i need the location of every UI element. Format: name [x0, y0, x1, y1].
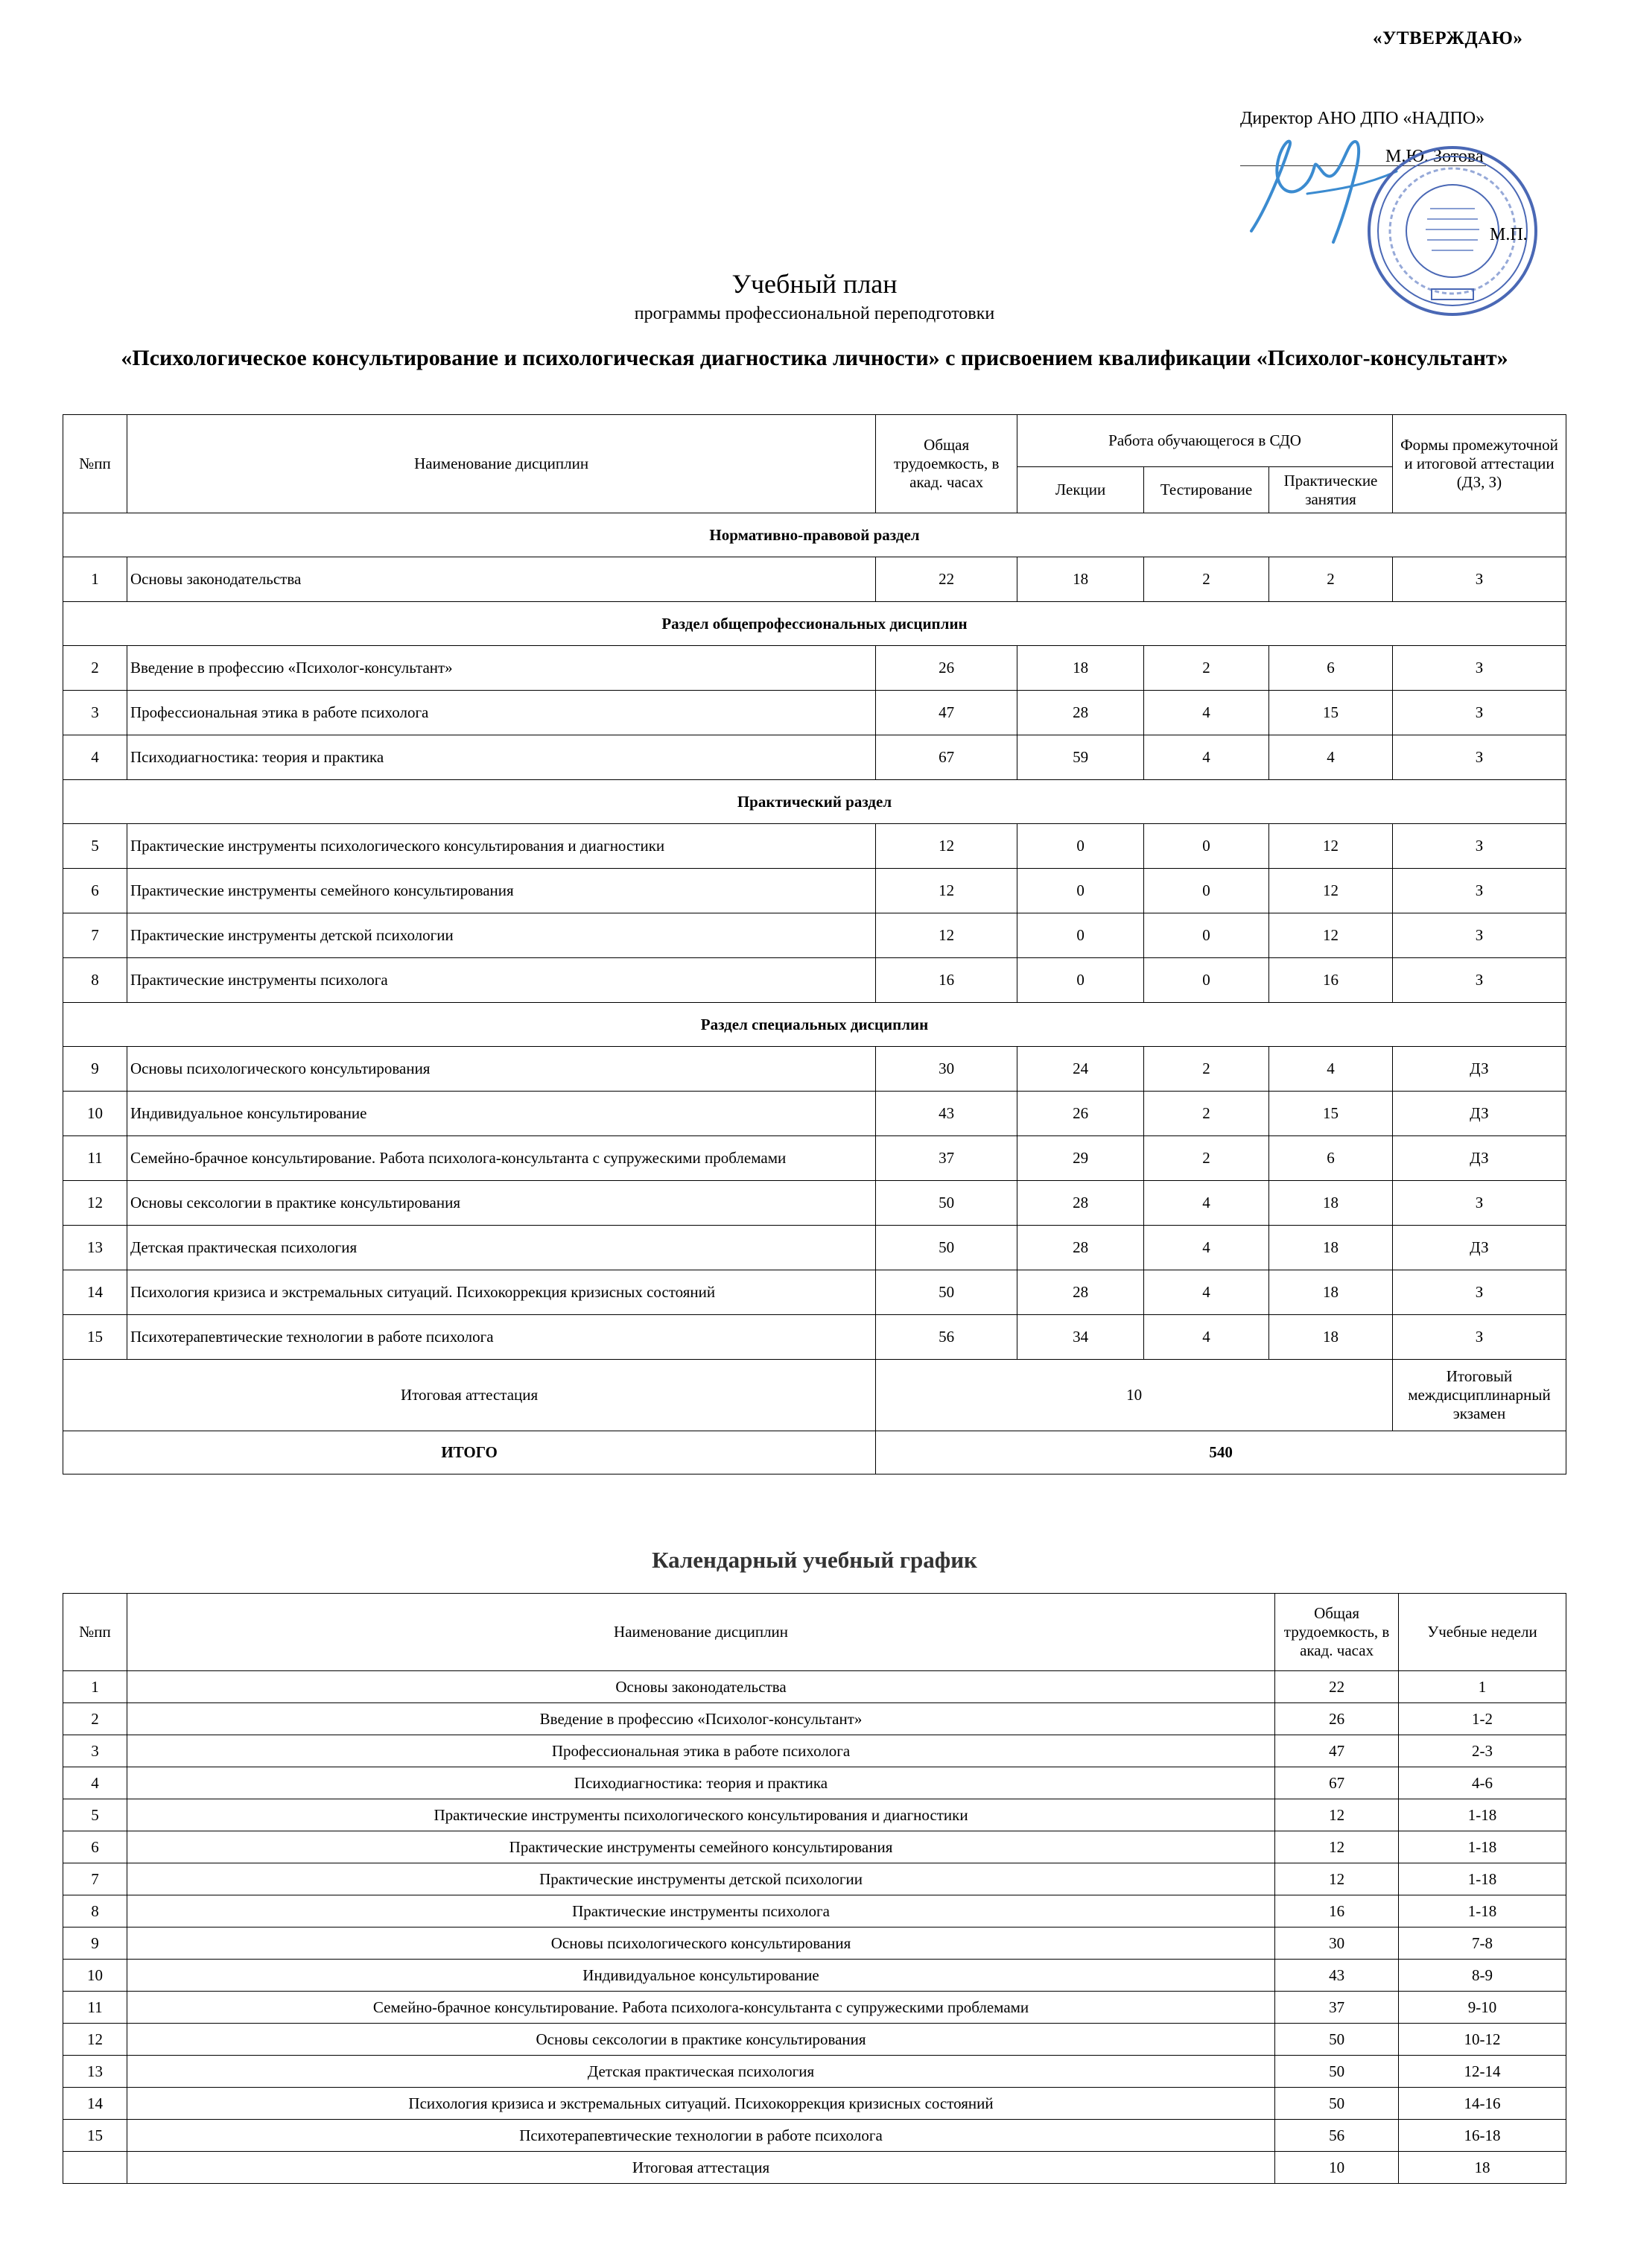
cal-discipline-name: Практические инструменты психологического консультирования и диагностики [127, 1799, 1274, 1831]
cal-weeks: 1 [1399, 1671, 1566, 1703]
cal-discipline-name: Психотерапевтические технологии в работе психолога [127, 2120, 1274, 2152]
row-num: 6 [63, 869, 127, 913]
header-name: Наименование дисциплин [127, 415, 875, 513]
cal-row-num: 14 [63, 2088, 127, 2120]
row-num: 10 [63, 1092, 127, 1136]
testing-hours: 4 [1144, 691, 1269, 735]
calendar-title: Календарный учебный график [652, 1547, 977, 1573]
curriculum-table [63, 414, 1566, 1474]
attestation-form: ДЗ [1392, 1047, 1566, 1092]
cal-discipline-name: Практические инструменты детской психологии [127, 1863, 1274, 1895]
attestation-form: ДЗ [1392, 1092, 1566, 1136]
cal-total-hours: 43 [1275, 1960, 1399, 1992]
total-hours: 12 [876, 824, 1017, 869]
attestation-form: З [1392, 1270, 1566, 1315]
row-num: 7 [63, 913, 127, 958]
cal-discipline-name: Основы психологического консультирования [127, 1928, 1274, 1960]
cal-row-num: 9 [63, 1928, 127, 1960]
cal-total-hours: 37 [1275, 1992, 1399, 2024]
testing-hours: 2 [1144, 646, 1269, 691]
table-row [63, 1092, 1566, 1136]
row-num: 5 [63, 824, 127, 869]
row-num: 4 [63, 735, 127, 780]
cal-total-hours: 50 [1275, 2024, 1399, 2056]
calendar-row [63, 1992, 1566, 2024]
cal-weeks: 12-14 [1399, 2056, 1566, 2088]
discipline-name: Основы психологического консультирования [127, 1047, 875, 1092]
cal-discipline-name: Практические инструменты психолога [127, 1895, 1274, 1928]
discipline-name: Профессиональная этика в работе психолога [127, 691, 875, 735]
discipline-name: Психодиагностика: теория и практика [127, 735, 875, 780]
cal-header-weeks: Учебные недели [1399, 1594, 1566, 1671]
cal-total-hours: 12 [1275, 1831, 1399, 1863]
table-row [63, 1047, 1566, 1092]
lecture-hours: 18 [1017, 557, 1144, 602]
total-hours: 26 [876, 646, 1017, 691]
section-title: Нормативно-правовой раздел [63, 513, 1566, 557]
calendar-row [63, 1799, 1566, 1831]
lecture-hours: 28 [1017, 691, 1144, 735]
table-row [63, 1226, 1566, 1270]
cal-weeks: 7-8 [1399, 1928, 1566, 1960]
total-row [63, 1431, 1566, 1474]
attestation-form: З [1392, 958, 1566, 1003]
cal-row-num: 15 [63, 2120, 127, 2152]
lecture-hours: 28 [1017, 1226, 1144, 1270]
cal-row-num: 2 [63, 1703, 127, 1735]
discipline-name: Практические инструменты психолога [127, 958, 875, 1003]
calendar-row [63, 1895, 1566, 1928]
calendar-row [63, 2152, 1566, 2184]
cal-total-hours: 12 [1275, 1799, 1399, 1831]
practice-hours: 15 [1269, 691, 1393, 735]
cal-total-hours: 26 [1275, 1703, 1399, 1735]
section-row [63, 602, 1566, 646]
row-num: 15 [63, 1315, 127, 1360]
calendar-table [63, 1593, 1566, 2184]
row-num: 1 [63, 557, 127, 602]
calendar-row [63, 2120, 1566, 2152]
final-attestation-hours: 10 [876, 1360, 1393, 1431]
total-hours: 37 [876, 1136, 1017, 1181]
table-row [63, 691, 1566, 735]
calendar-row [63, 2024, 1566, 2056]
header-num: №пп [63, 415, 127, 513]
cal-weeks: 14-16 [1399, 2088, 1566, 2120]
cal-discipline-name: Психология кризиса и экстремальных ситуаций. Психокоррекция кризисных состояний [127, 2088, 1274, 2120]
cal-row-num: 10 [63, 1960, 127, 1992]
cal-weeks: 1-18 [1399, 1895, 1566, 1928]
cal-discipline-name: Основы законодательства [127, 1671, 1274, 1703]
cal-total-hours: 47 [1275, 1735, 1399, 1767]
attestation-form: З [1392, 691, 1566, 735]
row-num: 13 [63, 1226, 127, 1270]
header-work: Работа обучающегося в СДО [1017, 415, 1393, 467]
testing-hours: 4 [1144, 1226, 1269, 1270]
table-row [63, 1136, 1566, 1181]
section-row [63, 1003, 1566, 1047]
cal-row-num [63, 2152, 127, 2184]
table-row [63, 824, 1566, 869]
discipline-name: Практические инструменты семейного консультирования [127, 869, 875, 913]
total-hours: 43 [876, 1092, 1017, 1136]
calendar-row [63, 1735, 1566, 1767]
total-hours: 67 [876, 735, 1017, 780]
table-row [63, 646, 1566, 691]
attestation-form: ДЗ [1392, 1226, 1566, 1270]
table-row [63, 869, 1566, 913]
cal-weeks: 1-2 [1399, 1703, 1566, 1735]
practice-hours: 18 [1269, 1270, 1393, 1315]
practice-hours: 6 [1269, 1136, 1393, 1181]
final-attestation-form: Итоговый междисциплинарный экзамен [1392, 1360, 1566, 1431]
testing-hours: 4 [1144, 1270, 1269, 1315]
cal-header-num: №пп [63, 1594, 127, 1671]
approval-heading: «УТВЕРЖДАЮ» [1373, 28, 1523, 48]
testing-hours: 2 [1144, 557, 1269, 602]
lecture-hours: 0 [1017, 958, 1144, 1003]
table-row [63, 1315, 1566, 1360]
header-total: Общая трудоемкость, в акад. часах [876, 415, 1017, 513]
discipline-name: Семейно-брачное консультирование. Работа психолога-консультанта с супружескими проблемами [127, 1136, 875, 1181]
cal-discipline-name: Семейно-брачное консультирование. Работа психолога-консультанта с супружескими проблемами [127, 1992, 1274, 2024]
lecture-hours: 59 [1017, 735, 1144, 780]
total-hours: 56 [876, 1315, 1017, 1360]
header-practice: Практические занятия [1269, 467, 1393, 513]
total-label: ИТОГО [63, 1431, 876, 1474]
testing-hours: 0 [1144, 913, 1269, 958]
testing-hours: 4 [1144, 735, 1269, 780]
lecture-hours: 28 [1017, 1270, 1144, 1315]
cal-discipline-name: Итоговая аттестация [127, 2152, 1274, 2184]
cal-weeks: 2-3 [1399, 1735, 1566, 1767]
lecture-hours: 24 [1017, 1047, 1144, 1092]
total-hours: 30 [876, 1047, 1017, 1092]
table-row [63, 1270, 1566, 1315]
testing-hours: 2 [1144, 1092, 1269, 1136]
testing-hours: 4 [1144, 1181, 1269, 1226]
testing-hours: 2 [1144, 1047, 1269, 1092]
total-hours: 16 [876, 958, 1017, 1003]
calendar-row [63, 2056, 1566, 2088]
attestation-form: З [1392, 869, 1566, 913]
table-row [63, 958, 1566, 1003]
testing-hours: 2 [1144, 1136, 1269, 1181]
cal-row-num: 1 [63, 1671, 127, 1703]
cal-weeks: 10-12 [1399, 2024, 1566, 2056]
lecture-hours: 34 [1017, 1315, 1144, 1360]
discipline-name: Практические инструменты психологического консультирования и диагностики [127, 824, 875, 869]
practice-hours: 18 [1269, 1181, 1393, 1226]
testing-hours: 0 [1144, 958, 1269, 1003]
cal-row-num: 8 [63, 1895, 127, 1928]
row-num: 2 [63, 646, 127, 691]
cal-total-hours: 12 [1275, 1863, 1399, 1895]
cal-weeks: 8-9 [1399, 1960, 1566, 1992]
section-title: Раздел общепрофессиональных дисциплин [63, 602, 1566, 646]
table-row [63, 1181, 1566, 1226]
cal-header-total: Общая трудоемкость, в акад. часах [1275, 1594, 1399, 1671]
lecture-hours: 0 [1017, 824, 1144, 869]
lecture-hours: 28 [1017, 1181, 1144, 1226]
calendar-row [63, 1767, 1566, 1799]
practice-hours: 18 [1269, 1315, 1393, 1360]
discipline-name: Психология кризиса и экстремальных ситуаций. Психокоррекция кризисных состояний [127, 1270, 875, 1315]
lecture-hours: 0 [1017, 913, 1144, 958]
cal-total-hours: 16 [1275, 1895, 1399, 1928]
attestation-form: З [1392, 824, 1566, 869]
cal-discipline-name: Психодиагностика: теория и практика [127, 1767, 1274, 1799]
section-row [63, 780, 1566, 824]
lecture-hours: 26 [1017, 1092, 1144, 1136]
practice-hours: 15 [1269, 1092, 1393, 1136]
discipline-name: Основы законодательства [127, 557, 875, 602]
calendar-row [63, 1863, 1566, 1895]
attestation-form: З [1392, 646, 1566, 691]
cal-total-hours: 22 [1275, 1671, 1399, 1703]
cal-row-num: 6 [63, 1831, 127, 1863]
practice-hours: 4 [1269, 735, 1393, 780]
cal-row-num: 4 [63, 1767, 127, 1799]
table-row [63, 913, 1566, 958]
header-lectures: Лекции [1017, 467, 1144, 513]
header-testing: Тестирование [1144, 467, 1269, 513]
practice-hours: 12 [1269, 824, 1393, 869]
row-num: 12 [63, 1181, 127, 1226]
practice-hours: 12 [1269, 913, 1393, 958]
total-hours: 12 [876, 869, 1017, 913]
cal-row-num: 11 [63, 1992, 127, 2024]
total-hours: 12 [876, 913, 1017, 958]
attestation-form: З [1392, 735, 1566, 780]
lecture-hours: 18 [1017, 646, 1144, 691]
header-forms: Формы промежуточной и итоговой аттестации (ДЗ, З) [1392, 415, 1566, 513]
cal-total-hours: 50 [1275, 2088, 1399, 2120]
attestation-form: З [1392, 1315, 1566, 1360]
row-num: 3 [63, 691, 127, 735]
section-title: Практический раздел [63, 780, 1566, 824]
cal-weeks: 1-18 [1399, 1863, 1566, 1895]
cal-discipline-name: Детская практическая психология [127, 2056, 1274, 2088]
calendar-row [63, 1960, 1566, 1992]
calendar-row [63, 1928, 1566, 1960]
practice-hours: 2 [1269, 557, 1393, 602]
discipline-name: Основы сексологии в практике консультирования [127, 1181, 875, 1226]
final-attestation-label: Итоговая аттестация [63, 1360, 876, 1431]
row-num: 11 [63, 1136, 127, 1181]
cal-row-num: 12 [63, 2024, 127, 2056]
practice-hours: 18 [1269, 1226, 1393, 1270]
practice-hours: 4 [1269, 1047, 1393, 1092]
row-num: 9 [63, 1047, 127, 1092]
testing-hours: 0 [1144, 824, 1269, 869]
discipline-name: Введение в профессию «Психолог-консультант» [127, 646, 875, 691]
total-hours: 50 [876, 1226, 1017, 1270]
testing-hours: 4 [1144, 1315, 1269, 1360]
cal-discipline-name: Профессиональная этика в работе психолога [127, 1735, 1274, 1767]
practice-hours: 16 [1269, 958, 1393, 1003]
cal-row-num: 13 [63, 2056, 127, 2088]
table-row [63, 557, 1566, 602]
cal-row-num: 5 [63, 1799, 127, 1831]
cal-weeks: 18 [1399, 2152, 1566, 2184]
cal-discipline-name: Практические инструменты семейного консультирования [127, 1831, 1274, 1863]
cal-total-hours: 50 [1275, 2056, 1399, 2088]
final-attestation-row [63, 1360, 1566, 1431]
cal-total-hours: 56 [1275, 2120, 1399, 2152]
testing-hours: 0 [1144, 869, 1269, 913]
cal-total-hours: 30 [1275, 1928, 1399, 1960]
lecture-hours: 0 [1017, 869, 1144, 913]
cal-discipline-name: Индивидуальное консультирование [127, 1960, 1274, 1992]
row-num: 14 [63, 1270, 127, 1315]
seal-label: М.П. [1490, 225, 1528, 244]
director-name: М.Ю. Зотова [1385, 147, 1484, 166]
attestation-form: З [1392, 1181, 1566, 1226]
calendar-row [63, 1831, 1566, 1863]
calendar-row [63, 1703, 1566, 1735]
section-title: Раздел специальных дисциплин [63, 1003, 1566, 1047]
cal-weeks: 4-6 [1399, 1767, 1566, 1799]
calendar-row [63, 1671, 1566, 1703]
cal-total-hours: 67 [1275, 1767, 1399, 1799]
table-row [63, 735, 1566, 780]
discipline-name: Практические инструменты детской психологии [127, 913, 875, 958]
total-hours: 50 [876, 1270, 1017, 1315]
section-row [63, 513, 1566, 557]
cal-row-num: 7 [63, 1863, 127, 1895]
attestation-form: З [1392, 913, 1566, 958]
cal-total-hours: 10 [1275, 2152, 1399, 2184]
total-hours-sum: 540 [876, 1431, 1566, 1474]
program-title: «Психологическое консультирование и психологическая диагностика личности» с присвоением квалификации «Психолог-консультант» [121, 346, 1508, 370]
attestation-form: З [1392, 557, 1566, 602]
total-hours: 22 [876, 557, 1017, 602]
cal-weeks: 1-18 [1399, 1831, 1566, 1863]
cal-row-num: 3 [63, 1735, 127, 1767]
cal-header-name: Наименование дисциплин [127, 1594, 1274, 1671]
discipline-name: Индивидуальное консультирование [127, 1092, 875, 1136]
discipline-name: Психотерапевтические технологии в работе психолога [127, 1315, 875, 1360]
cal-discipline-name: Основы сексологии в практике консультирования [127, 2024, 1274, 2056]
practice-hours: 6 [1269, 646, 1393, 691]
page-title: Учебный план [731, 269, 898, 299]
practice-hours: 12 [1269, 869, 1393, 913]
total-hours: 50 [876, 1181, 1017, 1226]
cal-discipline-name: Введение в профессию «Психолог-консультант» [127, 1703, 1274, 1735]
discipline-name: Детская практическая психология [127, 1226, 875, 1270]
calendar-row [63, 2088, 1566, 2120]
cal-weeks: 9-10 [1399, 1992, 1566, 2024]
total-hours: 47 [876, 691, 1017, 735]
cal-weeks: 1-18 [1399, 1799, 1566, 1831]
page-subtitle: программы профессиональной переподготовки [634, 304, 995, 323]
lecture-hours: 29 [1017, 1136, 1144, 1181]
director-title: Директор АНО ДПО «НАДПО» [1240, 109, 1485, 128]
row-num: 8 [63, 958, 127, 1003]
cal-weeks: 16-18 [1399, 2120, 1566, 2152]
attestation-form: ДЗ [1392, 1136, 1566, 1181]
